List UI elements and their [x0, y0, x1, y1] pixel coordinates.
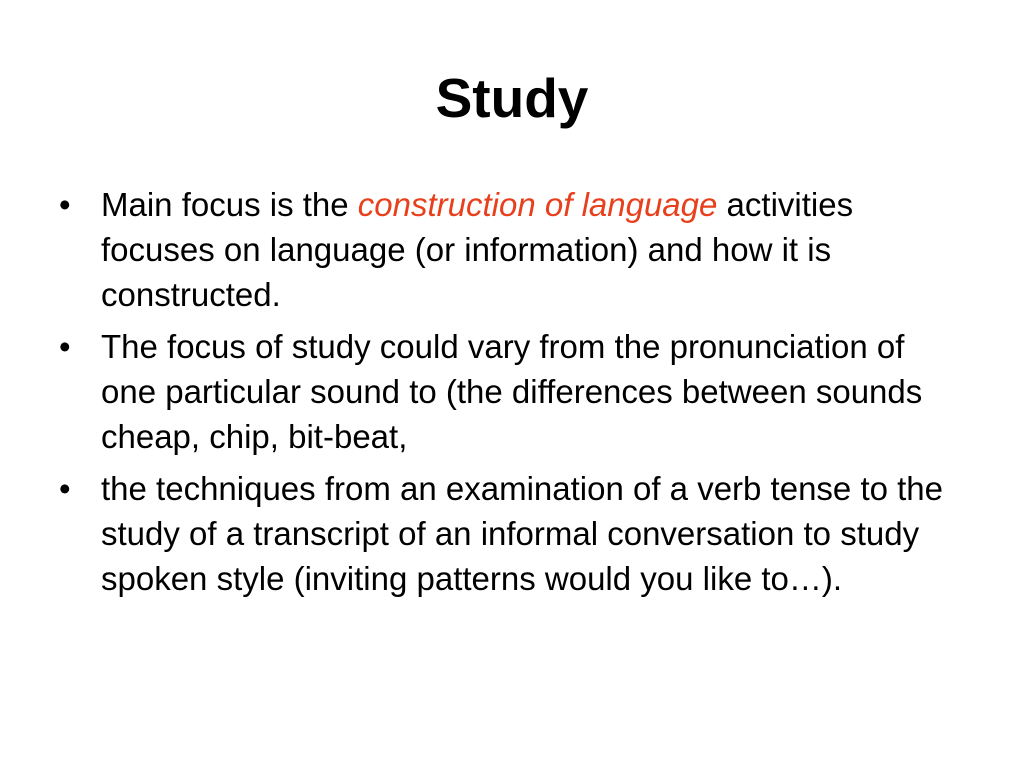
- bullet-3-text: the techniques from an examination of a verb tense to the study of a transcript of an informal conversation to study spoken style (inviting patterns would you like to…).: [101, 470, 944, 597]
- bullet-2-text: The focus of study could vary from the pronunciation of one particular sound to (the differences between sounds cheap, chip, bit-beat,: [101, 328, 923, 455]
- bullet-1-lead-text: Main focus is the: [101, 186, 358, 223]
- bullet-icon: •: [59, 186, 71, 223]
- bullet-list: [56, 182, 956, 608]
- bullet-item-2: [56, 324, 956, 459]
- bullet-item-1: [56, 182, 956, 317]
- slide-title: Study: [435, 67, 589, 129]
- bullet-icon: •: [59, 328, 71, 365]
- bullet-item-3: [56, 466, 956, 601]
- bullet-icon: •: [59, 470, 71, 507]
- bullet-1-emphasis-text: construction of language: [357, 186, 718, 223]
- bullet-1-rest-text: activities focuses on language (or information) and how it is constructed.: [101, 186, 854, 313]
